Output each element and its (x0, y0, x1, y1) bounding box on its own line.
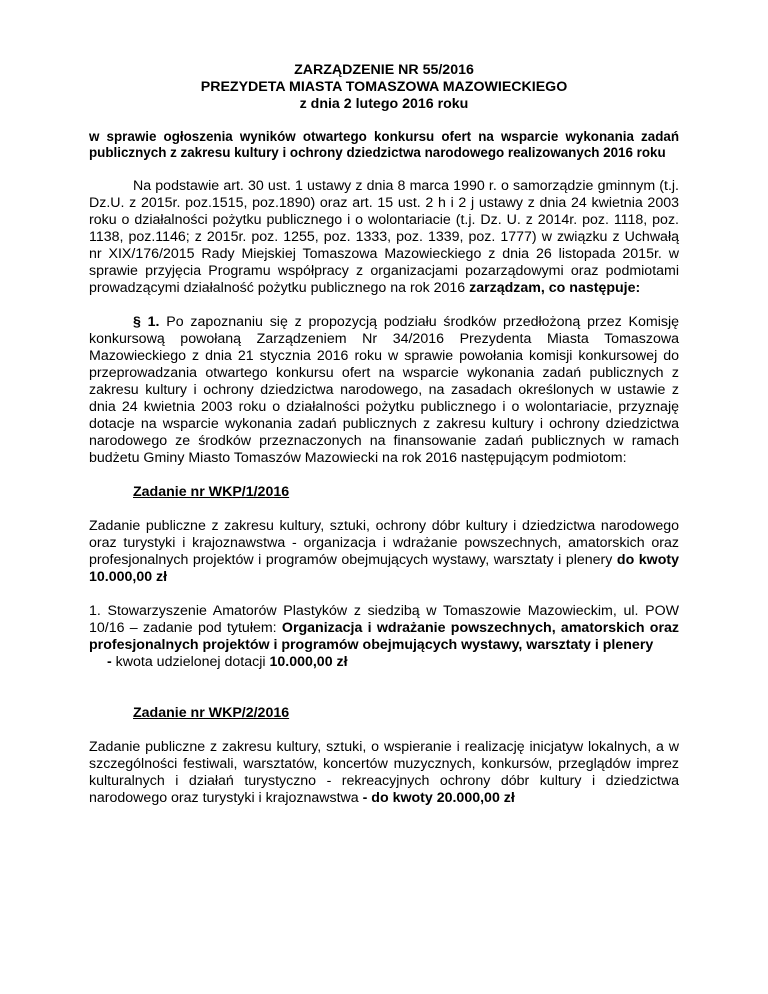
section-1-paragraph (89, 314, 679, 467)
legal-basis-decision: zarządzam, co następuje: (469, 280, 641, 296)
task-1-award-title: Organizacja i wdrażanie powszechnych, amatorskich oraz profesjonalnych projektów i programów obejmujących wystawy, warsztaty i plenery (89, 620, 679, 653)
task-1-description (89, 518, 679, 586)
task-2-limit: - do kwoty 20.000,00 zł (362, 790, 515, 806)
task-1-description-text: Zadanie publiczne z zakresu kultury, sztuki, ochrony dóbr kultury i dziedzictwa narodowego oraz turystyki i krajoznawstwa - organizacja i wdrażanie powszechnych, amatorskich oraz profesjonalnych projektów i programów obejmujących wystawy, warsztaty i plenery (89, 518, 679, 568)
document-page (89, 62, 679, 807)
header-title: ZARZĄDZENIE NR 55/2016 (294, 62, 474, 78)
section-1-label: § 1. (133, 314, 160, 330)
task-1-limit: do kwoty 10.000,00 zł (89, 552, 680, 585)
header-issuer: PREZYDETA MIASTA TOMASZOWA MAZOWIECKIEGO (200, 79, 568, 95)
task-1-award-amount-prefix-dash: - (107, 654, 112, 670)
subject-paragraph (89, 129, 679, 161)
task-1-award-amount-line (107, 654, 679, 671)
document-header (89, 62, 679, 113)
subject-rest: otwartego konkursu ofert na wsparcie wykonania zadań publicznych z zakresu kultury i ochrony dziedzictwa narodowego realizowanych 2016 roku (89, 129, 680, 160)
header-date: z dnia 2 lutego 2016 roku (299, 96, 469, 112)
task-2-heading: Zadanie nr WKP/2/2016 (133, 705, 290, 721)
legal-basis-paragraph (89, 178, 679, 297)
section-1-text: Po zapoznaniu się z propozycją podziału środków przedłożoną przez Komisję konkursową powołaną Zarządzeniem Nr 34/2016 Prezydenta Miasta Tomaszowa Mazowieckiego z dnia 21 stycznia 2016 roku w sprawie powołania komisji konkursowej do przeprowadzania otwartego konkursu ofert na wsparcie wykonania zadań publicznych z zakresu kultury i ochrony dziedzictwa narodowego, na zasadach określonych w ustawie z dnia 24 kwietnia 2003 roku o działalności pożytku publicznego i o wolontariacie, przyznaję dotacje na wsparcie wykonania zadań publicznych z zakresu kultury i ochrony dziedzictwa narodowego ze środków przeznaczonych na finansowanie zadań publicznych w ramach budżetu Gminy Miasto Tomaszów Mazowiecki na rok 2016 następującym podmiotom: (89, 314, 679, 466)
task-1-award-amount: 10.000,00 zł (269, 654, 348, 670)
task-1-heading: Zadanie nr WKP/1/2016 (133, 484, 290, 500)
task-2-description (89, 739, 679, 807)
task-1-award-amount-prefix: kwota udzielonej dotacji (111, 654, 270, 670)
subject-bold-start: w sprawie ogłoszenia wyników (89, 129, 296, 144)
legal-basis-text: Na podstawie art. 30 ust. 1 ustawy z dnia 8 marca 1990 r. o samorządzie gminnym (t.j. Dz.U. z 2015r. poz.1515, poz.1890) oraz art. 15 ust. 2 h i 2 j ustawy z dnia 24 kwietnia 2003 roku o działalności pożytku publicznego i o wolontariacie (t.j. Dz. U. z 2014r. poz. 1118, poz. 1138, poz.1146; z 2015r. poz. 1255, poz. 1333, poz. 1339, poz. 1777) w związku z Uchwałą nr XIX/176/2015 Rady Miejskiej Tomaszowa Mazowieckiego z dnia 26 listopada 2015r. w sprawie przyjęcia Programu współpracy z organizacjami pozarządowymi oraz podmiotami prowadzącymi działalność pożytku publicznego na rok 2016 (89, 178, 679, 296)
task-1-award (89, 603, 679, 654)
task-1-award-text: 1. Stowarzyszenie Amatorów Plastyków z siedzibą w Tomaszowie Mazowieckim, ul. POW 10/16 – zadanie pod tytułem: (89, 603, 679, 636)
task-2-description-text: Zadanie publiczne z zakresu kultury, sztuki, o wspieranie i realizację inicjatyw lokalnych, a w szczególności festiwali, warsztatów, koncertów muzycznych, konkursów, przeglądów imprez kulturalnych i działań turystyczno - rekreacyjnych ochrony dóbr kultury i dziedzictwa narodowego oraz turystyki i krajoznawstwa (89, 739, 679, 806)
